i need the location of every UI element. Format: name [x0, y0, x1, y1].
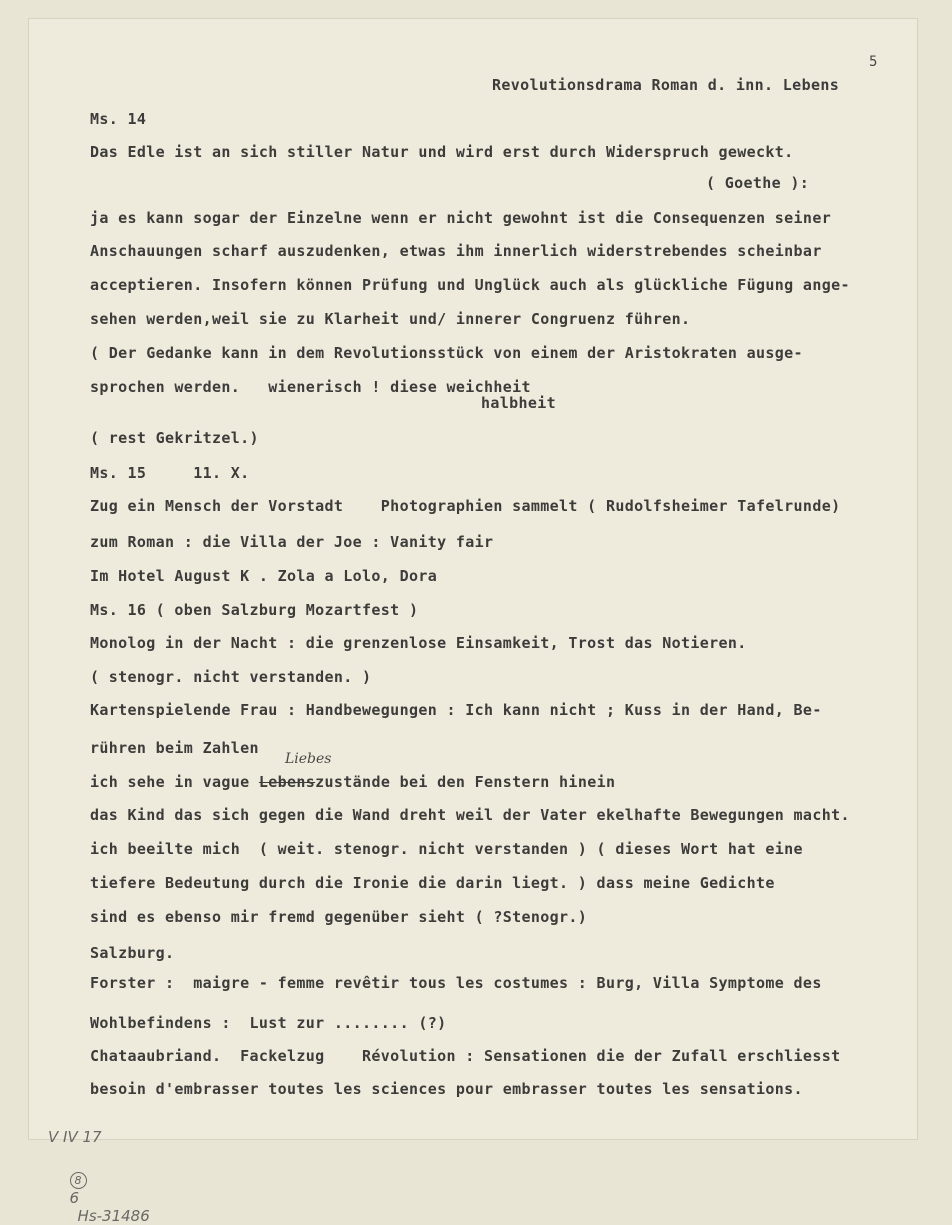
text-line: Kartenspielende Frau : Handbewegungen : Ich kann nicht ; Kuss in der Hand, Be-	[90, 701, 822, 719]
circled-number: 8	[70, 1172, 87, 1189]
text-line: Das Edle ist an sich stiller Natur und wird erst durch Widerspruch geweckt.	[90, 143, 794, 161]
text-line: Ms. 14	[90, 110, 147, 128]
text-line: besoin d'embrasser toutes les sciences pour embrasser toutes les sensations.	[90, 1080, 803, 1098]
handwritten-insert: Liebes	[285, 751, 332, 767]
archive-mark	[60, 1152, 150, 1225]
text-line: halbheit	[481, 394, 557, 412]
text-line: ( stenogr. nicht verstanden. )	[90, 668, 372, 686]
struck-word: Lebens	[258, 773, 316, 791]
text-line: Im Hotel August K . Zola a Lolo, Dora	[90, 567, 438, 585]
text-line: ( Der Gedanke kann in dem Revolutionsstück von einem der Aristokraten ausge-	[90, 344, 803, 362]
text-line-part: ich sehe in vague	[90, 773, 259, 791]
text-line: rühren beim Zahlen	[90, 739, 259, 757]
text-line: Forster : maigre - femme revêtir tous les costumes : Burg, Villa Symptome des	[90, 974, 822, 992]
text-line: Ms. 16 ( oben Salzburg Mozartfest )	[90, 601, 419, 619]
text-line-part: zustände bei den Fenstern hinein	[315, 773, 616, 791]
text-line: ich beeilte mich ( weit. stenogr. nicht verstanden ) ( dieses Wort hat eine	[90, 840, 803, 858]
text-line: ( rest Gekritzel.)	[90, 429, 259, 447]
page-number: 5	[869, 54, 878, 70]
text-line: ja es kann sogar der Einzelne wenn er nicht gewohnt ist die Consequenzen seiner	[90, 209, 832, 227]
archive-mark-part: 6	[69, 1189, 80, 1207]
text-line: sehen werden,weil sie zu Klarheit und/ innerer Congruenz führen.	[90, 310, 691, 328]
text-line: sind es ebenso mir fremd gegenüber sieht ( ?Stenogr.)	[90, 908, 588, 926]
archive-signature: Hs-31486	[77, 1207, 150, 1225]
header-title: Revolutionsdrama Roman d. inn. Lebens	[492, 76, 840, 94]
text-line: das Kind das sich gegen die Wand dreht weil der Vater ekelhafte Bewegungen macht.	[90, 806, 850, 824]
text-line: tiefere Bedeutung durch die Ironie die darin liegt. ) dass meine Gedichte	[90, 874, 775, 892]
text-line: zum Roman : die Villa der Joe : Vanity fair	[90, 533, 494, 551]
text-line: sprochen werden. wienerisch ! diese weichheit	[90, 378, 531, 396]
text-line: Chataaubriand. Fackelzug Révolution : Sensationen die der Zufall erschliesst	[90, 1047, 841, 1065]
text-line: Monolog in der Nacht : die grenzenlose Einsamkeit, Trost das Notieren.	[90, 634, 747, 652]
text-line: Zug ein Mensch der Vorstadt Photographien sammelt ( Rudolfsheimer Tafelrunde)	[90, 497, 841, 515]
text-line: ( Goethe ):	[706, 174, 810, 192]
text-line: acceptieren. Insofern können Prüfung und Unglück auch als glückliche Fügung ange-	[90, 276, 850, 294]
text-line	[90, 773, 615, 791]
text-line: Salzburg.	[90, 944, 175, 962]
text-line: Anschauungen scharf auszudenken, etwas ihm innerlich widerstrebendes scheinbar	[90, 242, 822, 260]
text-line: Wohlbefindens : Lust zur ........ (?)	[90, 1014, 447, 1032]
text-line: Ms. 15 11. X.	[90, 464, 250, 482]
archive-mark: V IV 17	[48, 1128, 102, 1146]
